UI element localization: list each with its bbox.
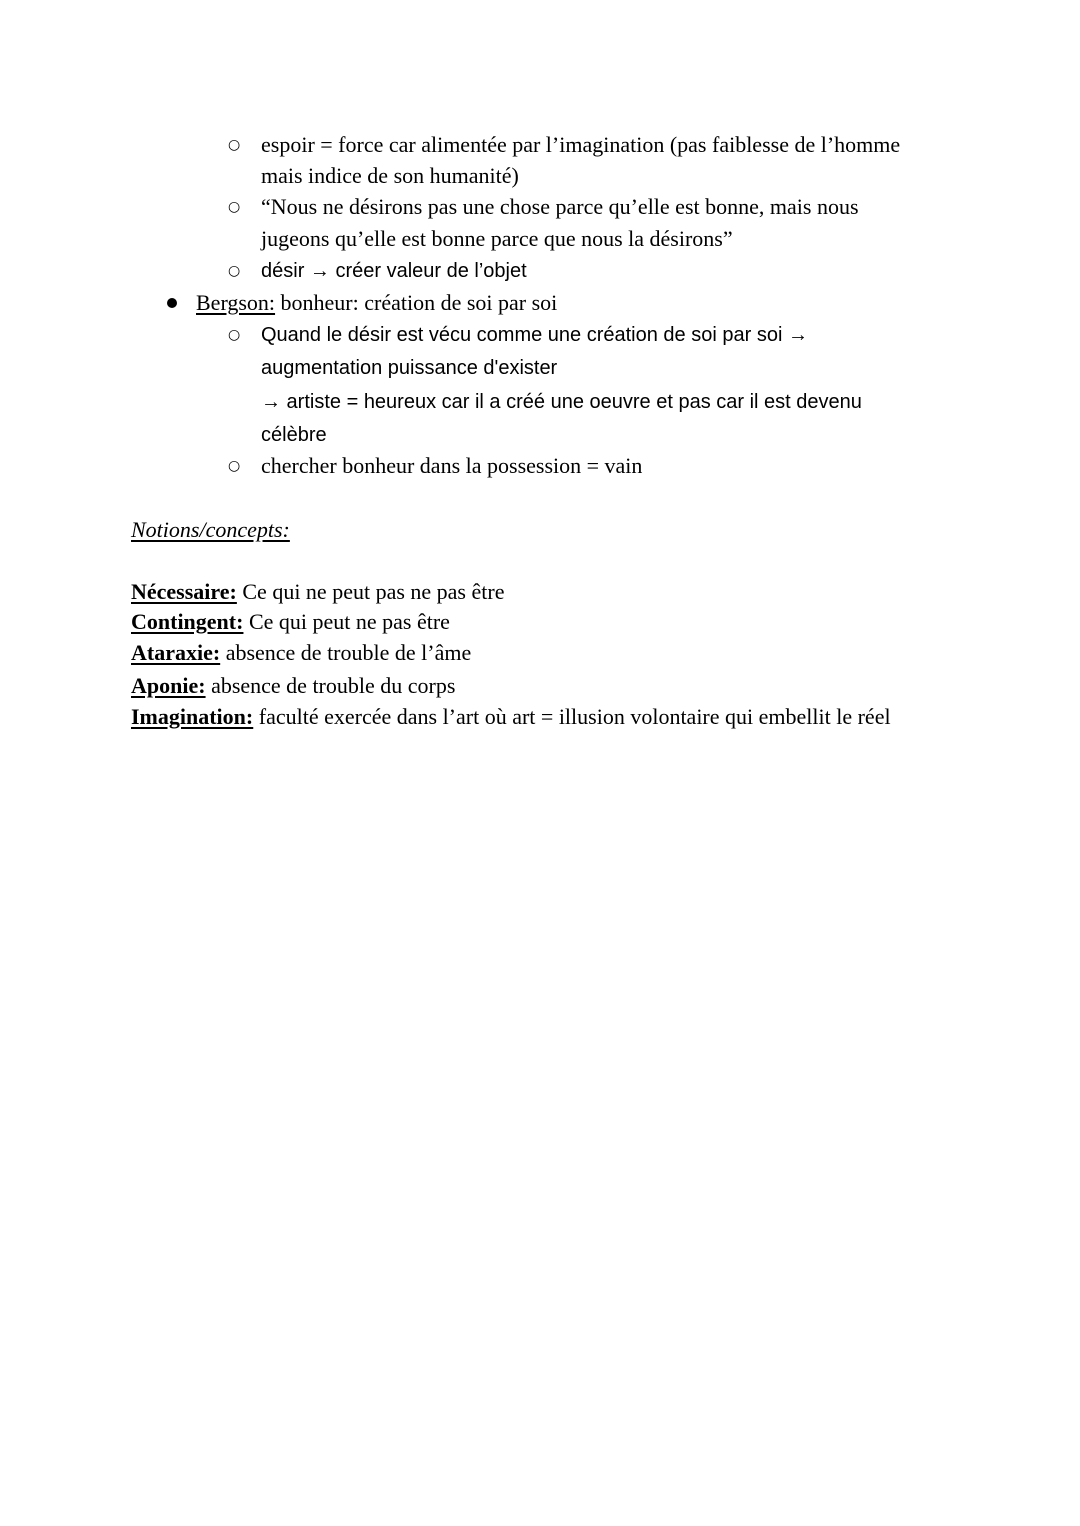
outline-item-line: espoir = force car alimentée par l’imagination (pas faiblesse de l’homme — [261, 132, 901, 157]
definition-term: Nécessaire: — [131, 579, 237, 604]
filled-bullet-icon — [167, 298, 177, 308]
outline-item-line: jugeons qu’elle est bonne parce que nous la désirons” — [261, 226, 733, 251]
definition-text: Ce qui ne peut pas ne pas être — [236, 579, 505, 604]
outline-item-line: augmentation puissance d'exister — [261, 357, 558, 379]
definition-text: faculté exercée dans l’art où art = illusion volontaire qui embellit le réel — [253, 704, 891, 729]
definition-term: Aponie: — [131, 673, 206, 698]
outline-item-line: Quand le désir est vécu comme une création de soi par soi → — [261, 324, 808, 346]
hollow-bullet-icon: ○ — [228, 137, 241, 153]
definition-text: absence de trouble de l’âme — [220, 640, 472, 665]
definition-line — [131, 702, 891, 732]
hollow-bullet-icon: ○ — [228, 263, 241, 279]
outline-item-line: célèbre — [261, 424, 327, 446]
definition-line — [131, 577, 504, 607]
notions-heading — [131, 515, 290, 545]
definition-line — [131, 671, 455, 701]
definition-term: Ataraxie: — [131, 640, 221, 665]
definition-text: absence de trouble du corps — [205, 673, 456, 698]
outline-item-line: désir → créer valeur de l’objet — [261, 260, 527, 282]
definition-line — [131, 607, 450, 637]
bergson-line — [196, 288, 557, 318]
outline-item-line: chercher bonheur dans la possession = vain — [261, 453, 643, 478]
definition-text: Ce qui peut ne pas être — [243, 609, 450, 634]
outline-item-line: → artiste = heureux car il a créé une oeuvre et pas car il est devenu — [261, 391, 862, 413]
outline-item-line: mais indice de son humanité) — [261, 163, 519, 188]
hollow-bullet-icon: ○ — [228, 458, 241, 474]
hollow-bullet-icon: ○ — [228, 327, 241, 343]
bergson-text: bonheur: création de soi par soi — [275, 290, 558, 315]
notions-heading-text: Notions/concepts: — [131, 517, 290, 542]
outline-item-line: “Nous ne désirons pas une chose parce qu’elle est bonne, mais nous — [261, 194, 859, 219]
definition-term: Imagination: — [131, 704, 254, 729]
bergson-name: Bergson: — [196, 290, 276, 315]
definition-term: Contingent: — [131, 609, 244, 634]
definition-line — [131, 638, 471, 668]
hollow-bullet-icon: ○ — [228, 199, 241, 215]
